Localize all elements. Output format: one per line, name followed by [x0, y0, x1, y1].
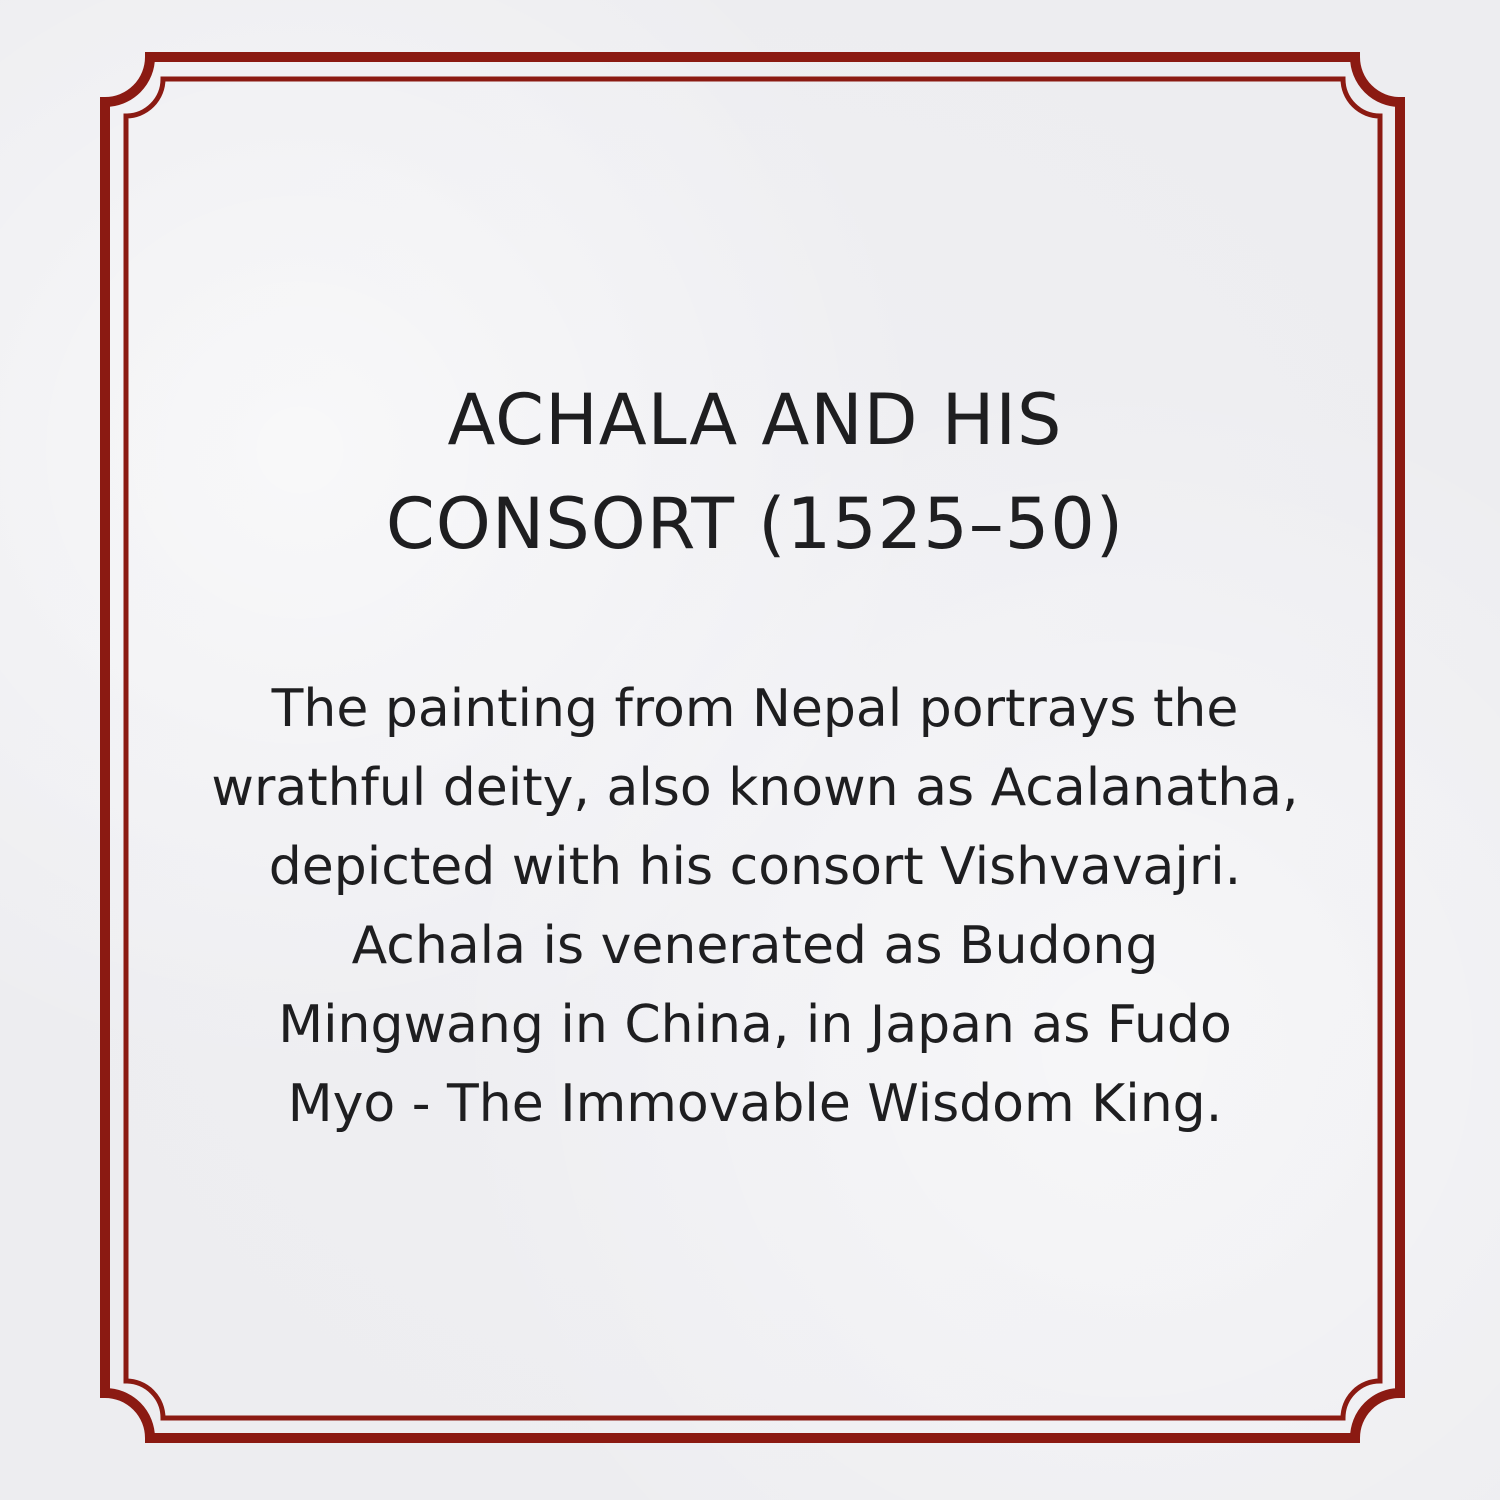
description-line: depicted with his consort Vishvavajri. [268, 837, 1242, 897]
description-line: Myo - The Immovable Wisdom King. [287, 1074, 1223, 1134]
title-line: CONSORT (1525–50) [385, 483, 1125, 565]
title-line: ACHALA AND HIS [447, 379, 1063, 461]
artwork-title [250, 368, 1260, 576]
description-line: wrathful deity, also known as Acalanatha, [211, 758, 1299, 818]
description-line: Mingwang in China, in Japan as Fudo [278, 995, 1232, 1055]
description-line: Achala is venerated as Budong [351, 916, 1159, 976]
artwork-description [165, 670, 1345, 1144]
description-line: The painting from Nepal portrays the [271, 679, 1239, 739]
